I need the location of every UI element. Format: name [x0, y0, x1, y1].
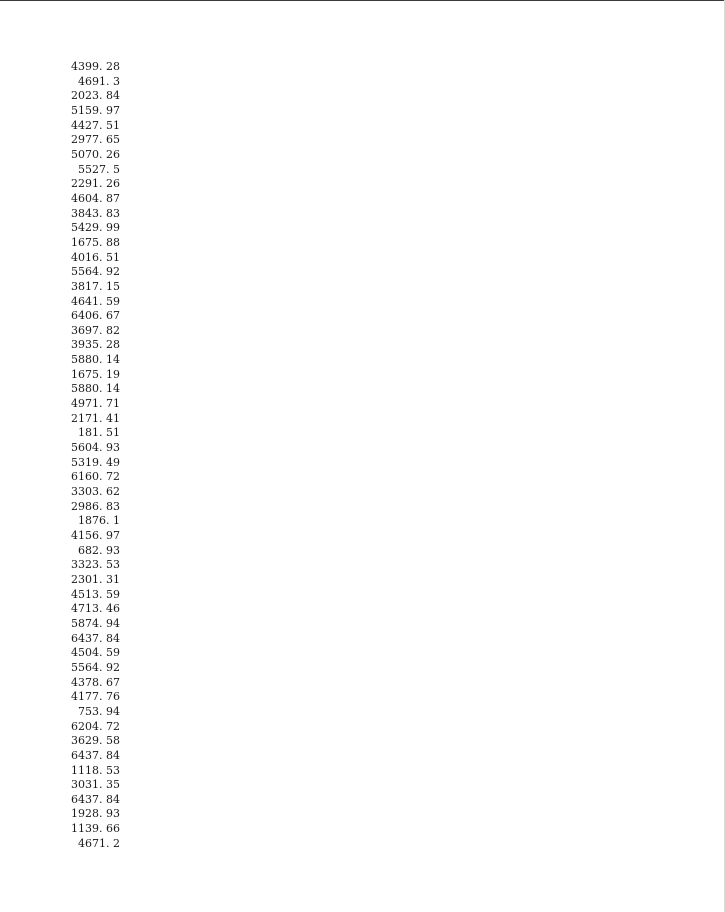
- value-row: 3031. 35: [71, 778, 120, 792]
- value-row: 4604. 87: [71, 191, 120, 205]
- value-row: 1876. 1: [78, 514, 120, 528]
- value-row: 5604. 93: [71, 441, 120, 455]
- value-row: 5564. 92: [71, 660, 120, 674]
- value-row: 4427. 51: [71, 118, 120, 132]
- value-row: 4399. 28: [71, 60, 120, 73]
- value-row: 4156. 97: [71, 529, 120, 542]
- value-row: 4691. 3: [78, 74, 120, 88]
- value-row: 5319. 49: [71, 455, 120, 469]
- value-row: 5070. 26: [71, 147, 120, 161]
- value-row: 4971. 71: [71, 397, 120, 411]
- value-row: 4177. 76: [71, 690, 120, 704]
- value-row: 3697. 82: [71, 323, 120, 337]
- value-row: 1118. 53: [71, 763, 120, 777]
- value-row: 4713. 46: [71, 602, 120, 616]
- value-row: 1675. 19: [71, 367, 120, 381]
- value-row: 5874. 94: [71, 616, 120, 630]
- value-row: 4378. 67: [71, 675, 120, 689]
- value-row: 3629. 58: [71, 734, 120, 748]
- value-row: 4016. 51: [71, 250, 120, 264]
- top-border: [0, 0, 725, 1]
- value-row: 2301. 31: [71, 572, 120, 586]
- value-row: 2171. 41: [71, 411, 120, 425]
- value-row: 5564. 92: [71, 265, 120, 279]
- value-row: 3323. 53: [71, 558, 120, 572]
- value-row: 6160. 72: [71, 470, 120, 484]
- value-row: 3843. 83: [71, 206, 120, 220]
- value-row: 6406. 67: [71, 309, 120, 323]
- value-row: 2986. 83: [71, 499, 120, 513]
- value-row: 682. 93: [78, 543, 120, 557]
- value-row: 181. 51: [78, 426, 120, 440]
- value-row: 2023. 84: [71, 89, 120, 103]
- value-row: 3817. 15: [71, 279, 120, 293]
- value-row: 1139. 66: [71, 822, 120, 836]
- value-row: 5527. 5: [78, 162, 120, 176]
- value-row: 4504. 59: [71, 646, 120, 660]
- value-row: 1928. 93: [71, 807, 120, 821]
- value-row: 2977. 65: [71, 133, 120, 147]
- value-row: 1675. 88: [71, 235, 120, 249]
- value-row: 4641. 59: [71, 294, 120, 308]
- value-row: 3303. 62: [71, 485, 120, 499]
- value-row: 753. 94: [78, 704, 120, 718]
- value-row: 5880. 14: [71, 353, 120, 367]
- value-row: 5880. 14: [71, 382, 120, 396]
- values-column: [60, 60, 120, 851]
- value-row: 6437. 84: [71, 631, 120, 645]
- value-row: 2291. 26: [71, 177, 120, 191]
- value-row: 5159. 97: [71, 103, 120, 117]
- value-row: 3935. 28: [71, 338, 120, 352]
- value-row: 6437. 84: [71, 748, 120, 762]
- value-row: 6204. 72: [71, 719, 120, 733]
- value-row: 6437. 84: [71, 792, 120, 806]
- value-row: 4671. 2: [78, 836, 120, 850]
- value-row: 4513. 59: [71, 587, 120, 601]
- value-row: 5429. 99: [71, 221, 120, 235]
